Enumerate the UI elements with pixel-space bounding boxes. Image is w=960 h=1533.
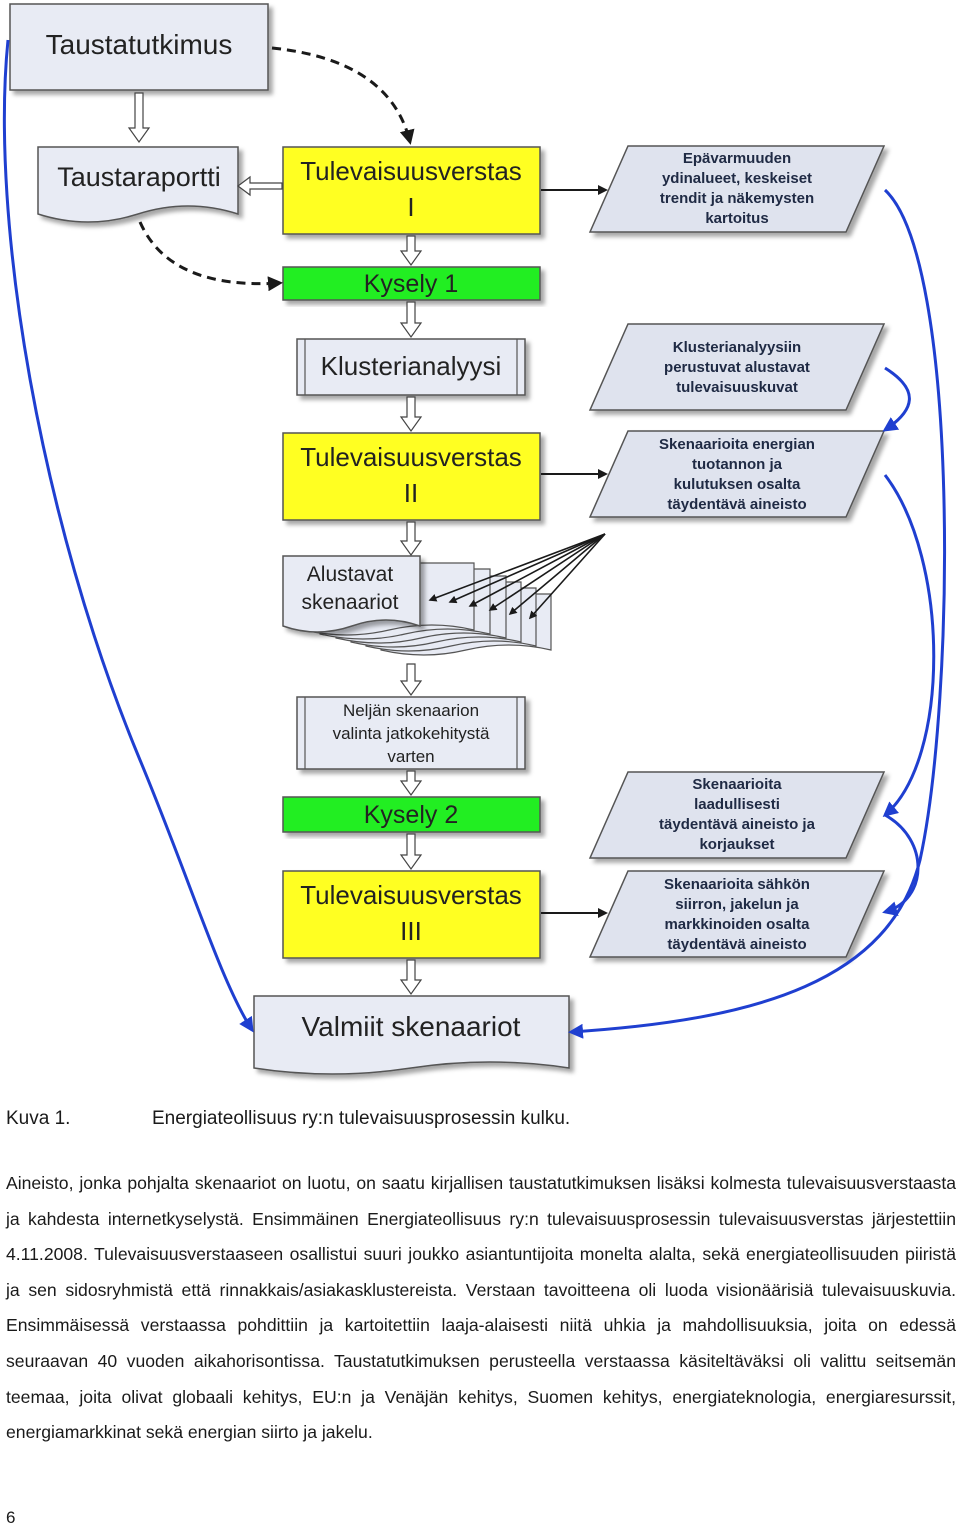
node-taustatutkimus	[10, 4, 268, 90]
svg-text:kartoitus: kartoitus	[705, 210, 769, 227]
node-neljan-skenaarion-valinta	[297, 697, 525, 769]
svg-text:Skenaarioita energian: Skenaarioita energian	[659, 436, 815, 453]
svg-text:kulutuksen osalta: kulutuksen osalta	[673, 476, 801, 493]
node-verstas-1	[283, 147, 540, 234]
svg-text:täydentävä aineisto: täydentävä aineisto	[667, 936, 807, 953]
svg-text:Tulevaisuusverstas: Tulevaisuusverstas	[300, 442, 522, 472]
svg-text:Taustaraportti: Taustaraportti	[57, 162, 221, 192]
svg-text:Skenaarioita sähkön: Skenaarioita sähkön	[664, 876, 810, 893]
svg-text:valinta jatkokehitystä: valinta jatkokehitystä	[332, 724, 490, 743]
node-kysely-1	[283, 267, 540, 300]
svg-text:III: III	[400, 916, 422, 946]
node-kysely-2	[283, 797, 540, 832]
svg-text:Alustavat: Alustavat	[306, 563, 394, 586]
svg-text:Tulevaisuusverstas: Tulevaisuusverstas	[300, 156, 522, 186]
node-valmiit-skenaariot	[254, 996, 569, 1074]
svg-text:Skenaarioita: Skenaarioita	[692, 776, 782, 793]
body-paragraph: Aineisto, jonka pohjalta skenaariot on luotu, on saatu kirjallisen taustatutkimuksen lisäksi kolmesta tulevaisuusverstaasta ja kahdesta internetkyselystä. Ensimmäinen Energiateollisuus ry:n tulevaisuusprosessin tulevaisuusverstas järjestettiin 4.11.2008. Tulevaisuusverstaaseen osallistui suuri joukko asiantuntijoita monelta alalta, sekä energiateollisuuden piiristä ja sen sidosryhmistä että rinnakkais/asiakasklustereista. Verstaan tavoitteena oli luoda visionäärisiä tulevaisuuskuvia. Ensimmäisessä verstaassa pohdittiin ja kartoitettiin laaja-alaisesti niitä uhkia ja mahdollisuuksia, joita on edessä seuraavan 40 vuoden aikahorisontissa. Taustatutkimuksen perusteella verstaassa käsiteltäväksi oli valittu seitsemän teemaa, joita olivat globaali kehitys, EU:n ja Venäjän kehitys, Suomen kehitys, energiateknologia, energiaresurssit, energiamarkkinat sekä energian siirto ja jakelu.	[6, 1173, 956, 1443]
svg-text:Taustatutkimus: Taustatutkimus	[45, 29, 233, 60]
svg-text:I: I	[407, 192, 415, 222]
svg-text:Kysely 1: Kysely 1	[363, 270, 459, 298]
svg-text:täydentävä aineisto ja: täydentävä aineisto ja	[659, 816, 815, 833]
figure-caption-text: Energiateollisuus ry:n tulevaisuusprosessin kulku.	[152, 1108, 571, 1129]
figure-caption	[6, 1108, 570, 1130]
output-2	[590, 324, 884, 410]
svg-text:ydinalueet, keskeiset: ydinalueet, keskeiset	[661, 170, 813, 187]
svg-text:Klusterianalyysiin: Klusterianalyysiin	[672, 339, 802, 356]
node-klusterianalyysi	[297, 339, 525, 395]
svg-text:Epävarmuuden: Epävarmuuden	[682, 150, 792, 167]
svg-text:varten: varten	[387, 747, 435, 766]
svg-text:Valmiit skenaariot: Valmiit skenaariot	[301, 1011, 521, 1042]
svg-text:täydentävä aineisto: täydentävä aineisto	[667, 496, 807, 513]
svg-text:laadullisesti: laadullisesti	[694, 796, 780, 813]
svg-text:Klusterianalyysi: Klusterianalyysi	[320, 351, 502, 381]
svg-text:perustuvat alustavat: perustuvat alustavat	[664, 359, 810, 376]
node-verstas-2	[283, 433, 540, 520]
output-4	[590, 772, 884, 858]
svg-text:skenaariot: skenaariot	[301, 591, 399, 614]
figure-number: Kuva 1.	[6, 1108, 71, 1129]
node-verstas-3	[283, 871, 540, 958]
svg-text:Tulevaisuusverstas: Tulevaisuusverstas	[300, 880, 522, 910]
svg-text:markkinoiden osalta: markkinoiden osalta	[664, 916, 810, 933]
svg-text:Kysely 2: Kysely 2	[363, 801, 459, 829]
page-number: 6	[6, 1508, 16, 1527]
svg-text:Neljän skenaarion: Neljän skenaarion	[342, 701, 480, 720]
svg-text:korjaukset: korjaukset	[699, 836, 775, 853]
output-1	[590, 146, 884, 232]
node-alustavat-skenaariot	[283, 556, 551, 655]
output-5	[590, 871, 884, 957]
svg-text:tulevaisuuskuvat: tulevaisuuskuvat	[676, 379, 798, 396]
svg-text:II: II	[403, 478, 419, 508]
svg-text:trendit ja näkemysten: trendit ja näkemysten	[659, 190, 815, 207]
output-3	[590, 431, 884, 517]
svg-text:tuotannon ja: tuotannon ja	[692, 456, 782, 473]
node-taustaraportti	[38, 147, 238, 222]
svg-text:siirron, jakelun ja: siirron, jakelun ja	[675, 896, 799, 913]
